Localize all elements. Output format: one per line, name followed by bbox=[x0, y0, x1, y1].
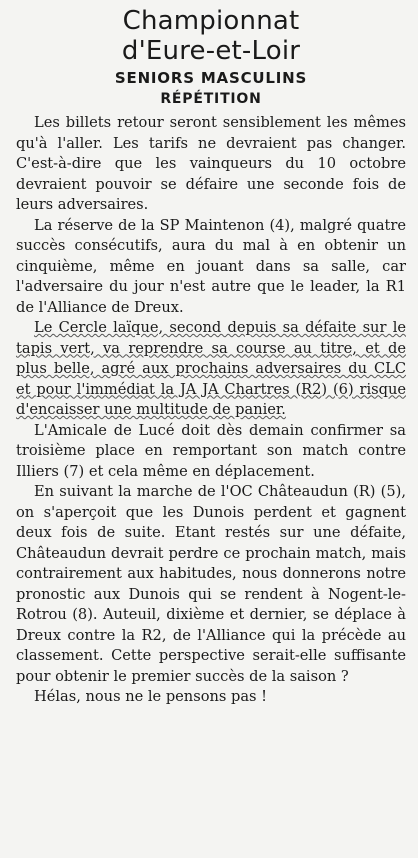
paragraph-5: En suivant la marche de l'OC Châteaudun (R) (5), on s'aperçoit que les Dunois perdent et gagnent deux fois de suite. Etant restés sur une défaite, Châteaudun devrait perdre ce prochain match, mais contrairement aux habitudes, nous donnerons notre pronostic aux Dunois qui se rendent à Nogent-le-Rotrou (8). Auteuil, dixième et dernier, se déplace à Dreux contre la R2, de l'Alliance qui la précède au classement. Cette perspective serait-elle suffisante pour obtenir le premier succès de la saison ? bbox=[16, 483, 406, 685]
article-title bbox=[16, 6, 406, 66]
paragraph-3-underlined: Le Cercle laïque, second depuis sa défaite sur le tapis vert, va reprendre sa course au titre, et de plus belle, agré aux prochains adversaires du CLC et pour l'immédiat la JA JA Chartres (R2) (6) risque d'encaisser une multitude de panier. bbox=[16, 319, 406, 418]
article-body bbox=[16, 113, 406, 708]
paragraph-1: Les billets retour seront sensiblement les mêmes qu'à l'aller. Les tarifs ne devraient pas changer. C'est-à-dire que les vainqueurs du 10 octobre devraient pouvoir se défaire une seconde fois de leurs adversaires. bbox=[16, 114, 406, 213]
paragraph-6: Hélas, nous ne le pensons pas ! bbox=[34, 688, 268, 705]
title-line-2: d'Eure-et-Loir bbox=[121, 36, 301, 66]
paragraph-2: La réserve de la SP Maintenon (4), malgré quatre succès consécutifs, aura du mal à en obtenir un cinquième, même en jouant dans sa salle, car l'adversaire du jour n'est autre que le leader, la R1 de l'Alliance de Dreux. bbox=[16, 216, 406, 316]
section-heading: RÉPÉTITION bbox=[160, 91, 262, 107]
title-line-1: Championnat bbox=[122, 6, 300, 36]
paragraph-4: L'Amicale de Lucé doit dès demain confirmer sa troisième place en remportant son match contre Illiers (7) et cela même en déplacement. bbox=[16, 421, 406, 480]
article-subtitle: SENIORS MASCULINS bbox=[114, 69, 308, 87]
